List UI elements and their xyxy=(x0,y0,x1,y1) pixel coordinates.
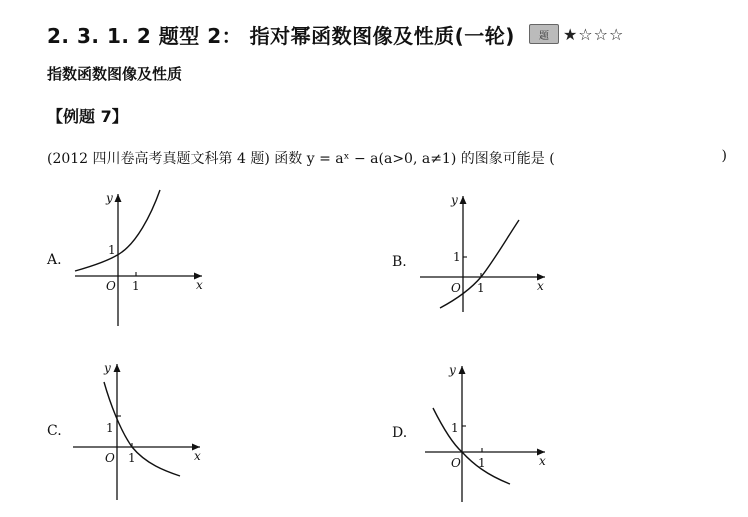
y-axis-label: y xyxy=(451,193,458,207)
y-tick-label: 1 xyxy=(106,421,114,435)
y-axis-arrow xyxy=(115,194,122,202)
y-tick-label: 1 xyxy=(451,421,459,435)
option-d-graph[interactable] xyxy=(415,360,555,505)
curve xyxy=(104,382,180,476)
page-title: 2. 3. 1. 2 题型 2： 指对幂函数图像及性质(一轮) xyxy=(47,23,515,48)
origin-label: O xyxy=(106,279,116,293)
x-tick-label: 1 xyxy=(128,451,136,465)
option-b-label[interactable]: B. xyxy=(392,254,407,270)
question-text xyxy=(47,148,727,168)
x-axis-label: x xyxy=(539,454,546,468)
origin-label: O xyxy=(105,451,115,465)
y-tick-label: 1 xyxy=(453,250,461,264)
option-b-graph[interactable] xyxy=(415,190,555,330)
option-d-label[interactable]: D. xyxy=(392,425,408,441)
y-axis-label: y xyxy=(104,361,111,375)
y-axis-arrow xyxy=(460,196,467,204)
y-axis-label: y xyxy=(449,363,456,377)
y-axis-arrow xyxy=(459,366,466,374)
x-tick-label: 1 xyxy=(477,281,485,295)
title-row xyxy=(47,20,624,48)
example-label: 【例题 7】 xyxy=(47,107,128,126)
question-type-badge: 题 xyxy=(529,24,559,44)
option-c-graph[interactable] xyxy=(70,358,210,503)
x-axis-label: x xyxy=(537,279,544,293)
y-tick-label: 1 xyxy=(108,243,116,257)
y-axis-label: y xyxy=(106,191,113,205)
y-axis-arrow xyxy=(114,364,121,372)
difficulty-stars: ★☆☆☆ xyxy=(562,24,625,44)
option-c-label[interactable]: C. xyxy=(47,423,62,439)
x-axis-label: x xyxy=(194,449,201,463)
x-axis-label: x xyxy=(196,278,203,292)
question-body: (2012 四川卷高考真题文科第 4 题) 函数 y = aˣ − a(a>0, a≠1) 的图象可能是 ( xyxy=(47,151,555,167)
question-close-paren: ) xyxy=(721,148,727,164)
x-tick-label: 1 xyxy=(132,279,140,293)
option-a-graph[interactable] xyxy=(70,188,210,328)
option-a-label[interactable]: A. xyxy=(47,252,62,268)
origin-label: O xyxy=(451,456,461,470)
x-tick-label: 1 xyxy=(478,456,486,470)
curve xyxy=(433,408,510,484)
origin-label: O xyxy=(451,281,461,295)
section-title: 指数函数图像及性质 xyxy=(47,65,183,83)
